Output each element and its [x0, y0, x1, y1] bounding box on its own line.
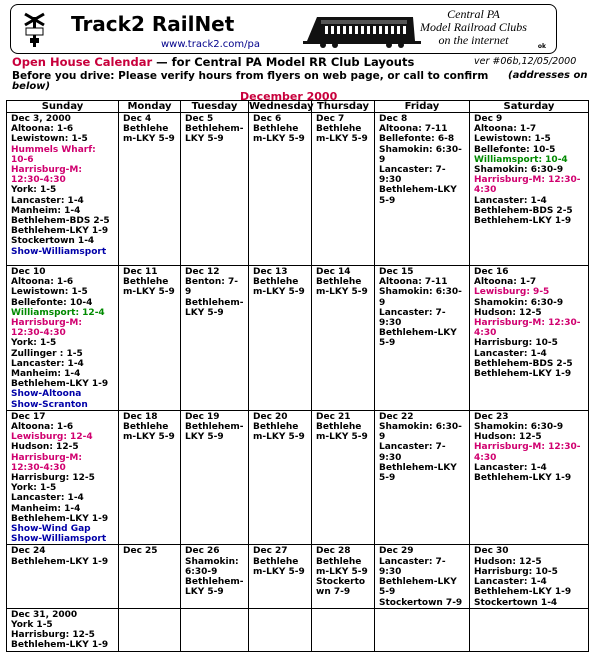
day-cell: [119, 266, 181, 411]
open-house-event: York: 1-5: [11, 483, 57, 494]
day-cell: [181, 113, 249, 266]
open-house-event: Lancaster: 7-9:30: [379, 442, 446, 463]
day-date: Dec 3, 2000: [11, 114, 71, 124]
open-house-event: Bethlehem-LKY 5-9: [379, 185, 457, 206]
open-house-event: Lewistown: 1-5: [11, 134, 88, 145]
week-row: [7, 545, 589, 608]
open-house-event: Bethlehem-LKY 1-9: [11, 556, 109, 567]
open-house-event: Lancaster: 1-4: [11, 493, 84, 504]
day-cell: [470, 608, 589, 651]
day-header-row: [7, 101, 589, 113]
week-row: [7, 608, 589, 651]
open-house-event: Shamokin: 6:30-9: [379, 144, 462, 165]
open-house-event: Stockertown 1-4: [474, 597, 558, 608]
open-house-event: Bethlehem-LKY 5-9: [253, 124, 305, 145]
open-house-event: Bethlehem-LKY 5-9: [123, 124, 175, 145]
open-house-event: Altoona: 1-6: [11, 124, 74, 135]
open-house-event: Harrisburg: 12-5: [11, 630, 95, 641]
open-house-event: York: 1-5: [11, 338, 57, 349]
open-house-event: Benton: 7-9: [185, 277, 238, 298]
open-house-event: Zullinger : 1-5: [11, 348, 83, 359]
day-header: Tuesday: [181, 101, 249, 113]
day-cell: [119, 410, 181, 545]
open-house-event: Harrisburg-M: 12:30-4:30: [474, 318, 581, 339]
open-house-event: York 1-5: [11, 619, 53, 630]
day-date: Dec 14: [316, 267, 351, 277]
day-cell: [181, 266, 249, 411]
open-house-event: Stockertown 7-9: [316, 577, 366, 598]
open-house-event: Lancaster: 7-9:30: [379, 165, 446, 186]
open-house-event: Altoona: 1-6: [11, 422, 74, 433]
open-house-event: Bethlehem-LKY 5-9: [185, 577, 244, 598]
day-date: Dec 28: [316, 546, 351, 557]
show-event: Show-Williamsport: [11, 534, 107, 545]
open-house-event: Bethlehem-LKY 1-9: [11, 640, 109, 651]
day-date: Dec 16: [474, 267, 509, 277]
show-event: Show-Scranton: [11, 399, 88, 410]
open-house-event: Bethlehem-LKY 5-9: [253, 556, 305, 577]
day-cell: [470, 410, 589, 545]
day-date: Dec 5: [185, 114, 214, 124]
day-date: Dec 15: [379, 267, 414, 277]
open-house-event: Hummels Wharf: 10-6: [11, 144, 96, 165]
day-cell: [470, 545, 589, 608]
open-house-event: Bethlehem-LKY 5-9: [185, 422, 244, 443]
open-house-event: Lewistown: 1-5: [474, 134, 551, 145]
day-cell: [119, 545, 181, 608]
open-house-event: Lewisburg: 9-5: [474, 287, 550, 298]
open-house-event: Bellefonte: 6-8: [379, 134, 455, 145]
day-header: Friday: [375, 101, 470, 113]
open-house-event: Bethlehem-LKY 5-9: [316, 422, 368, 443]
open-house-event: Bethlehem-LKY 1-9: [474, 587, 572, 598]
day-cell: [375, 266, 470, 411]
day-cell: [249, 608, 312, 651]
day-date: Dec 20: [253, 411, 288, 422]
day-date: Dec 6: [253, 114, 282, 124]
open-house-event: Harrisburg: 12-5: [11, 473, 95, 484]
day-cell: [7, 608, 119, 651]
page-title-colored: Open House Calendar: [12, 55, 153, 69]
club-line: on the internet: [438, 33, 509, 47]
open-house-event: Manheim: 1-4: [11, 369, 81, 380]
open-house-event: Harrisburg: 10-5: [474, 338, 558, 349]
day-date: Dec 23: [474, 411, 509, 422]
day-cell: [312, 608, 375, 651]
open-house-event: Altoona: 1-6: [11, 277, 74, 288]
site-banner: [10, 4, 557, 54]
day-date: Dec 17: [11, 411, 46, 422]
open-house-event: Shamokin: 6:30-9: [474, 297, 564, 308]
open-house-event: Lewisburg: 12-4: [11, 432, 93, 443]
open-house-event: Bethlehem-LKY 1-9: [474, 473, 572, 484]
day-cell: [375, 410, 470, 545]
day-header: Saturday: [470, 101, 589, 113]
week-row: [7, 410, 589, 545]
club-line: Model Railroad Clubs: [420, 20, 527, 34]
day-cell: [312, 545, 375, 608]
day-cell: [119, 113, 181, 266]
open-house-event: Altoona: 7-11: [379, 124, 448, 135]
open-house-event: Altoona: 1-7: [474, 124, 537, 135]
day-date: Dec 27: [253, 546, 288, 557]
open-house-event: Lancaster: 7-9:30: [379, 307, 446, 329]
open-house-event: Bethlehem-LKY 5-9: [185, 124, 244, 145]
day-header: Thursday: [312, 101, 375, 113]
day-date: Dec 25: [123, 546, 158, 557]
open-house-event: Lewistown: 1-5: [11, 287, 88, 298]
day-date: Dec 10: [11, 267, 46, 277]
open-house-event: Lancaster: 1-4: [11, 195, 84, 206]
ok-mark: ok: [537, 43, 546, 50]
day-date: Dec 13: [253, 267, 288, 277]
open-house-event: Williamsport: 12-4: [11, 307, 105, 318]
open-house-event: Bethlehem-LKY 5-9: [316, 556, 368, 577]
railroad-crossing-sign-icon: [17, 11, 53, 47]
day-cell: [249, 410, 312, 545]
version-label: ver #06b,12/05/2000: [474, 56, 577, 67]
day-header: Sunday: [7, 101, 119, 113]
open-house-event: Lancaster: 1-4: [11, 358, 84, 369]
day-date: Dec 31, 2000: [11, 609, 78, 620]
open-house-event: Altoona: 1-7: [474, 277, 537, 288]
day-date: Dec 22: [379, 411, 414, 422]
open-house-event: Bethlehem-LKY 1-9: [474, 369, 572, 380]
day-date: Dec 12: [185, 267, 220, 277]
open-house-event: Lancaster: 1-4: [474, 195, 547, 206]
open-house-event: Bethlehem-BDS 2-5: [474, 358, 573, 369]
open-house-event: Bellefonte: 10-4: [11, 297, 93, 308]
day-cell: [181, 410, 249, 545]
open-house-event: Stockertown 1-4: [11, 236, 95, 247]
open-house-event: Bethlehem-LKY 5-9: [316, 124, 368, 145]
open-house-event: York: 1-5: [11, 185, 57, 196]
day-date: Dec 24: [11, 546, 46, 557]
page-title: [12, 55, 577, 69]
open-house-event: Harrisburg: 10-5: [474, 566, 558, 577]
day-date: Dec 21: [316, 411, 351, 422]
day-cell: [375, 113, 470, 266]
open-house-event: Harrisburg-M: 12:30-4:30: [11, 165, 82, 186]
verify-notice: [12, 70, 588, 82]
open-house-event: Shamokin: 6:30-9: [379, 287, 462, 308]
day-date: Dec 7: [316, 114, 345, 124]
open-house-event: Bellefonte: 10-5: [474, 144, 556, 155]
open-house-event: Hudson: 12-5: [474, 432, 542, 443]
open-house-event: Altoona: 7-11: [379, 277, 448, 288]
day-date: Dec 26: [185, 546, 220, 557]
day-date: Dec 11: [123, 267, 158, 277]
club-tagline: [411, 8, 536, 47]
day-date: Dec 18: [123, 411, 158, 422]
open-house-event: Hudson: 12-5: [11, 442, 79, 453]
page-title-rest: — for Central PA Model RR Club Layouts: [152, 55, 415, 69]
site-name: Track2 RailNet: [71, 12, 235, 36]
open-house-event: Lancaster: 7-9:30: [379, 556, 446, 577]
day-header: Wednesday: [249, 101, 314, 112]
day-cell: [312, 410, 375, 545]
open-house-event: Shamokin: 6:30-9: [185, 556, 239, 577]
week-row: [7, 113, 589, 266]
day-cell: [249, 266, 312, 411]
open-house-event: Stockertown 7-9: [379, 597, 463, 608]
day-cell: [249, 545, 312, 608]
day-date: Dec 8: [379, 114, 408, 124]
open-house-event: Lancaster: 1-4: [474, 577, 547, 588]
day-cell: [312, 266, 375, 411]
open-house-event: Bethlehem-LKY 1-9: [11, 226, 109, 237]
open-house-event: Shamokin: 6:30-9: [474, 422, 564, 433]
calendar-body: [7, 113, 589, 652]
open-house-event: Lancaster: 1-4: [474, 348, 547, 359]
club-line: Central PA: [447, 7, 500, 21]
day-cell: [7, 545, 119, 608]
open-house-event: Lancaster: 1-4: [474, 462, 547, 473]
open-house-event: Harrisburg-M: 12:30-4:30: [474, 442, 581, 463]
open-house-event: Bethlehem-LKY 1-9: [474, 216, 572, 227]
open-house-event: Bethlehem-LKY 5-9: [123, 422, 175, 443]
day-cell: [375, 545, 470, 608]
open-house-event: Harrisburg-M: 12:30-4:30: [11, 452, 82, 473]
site-url-link[interactable]: www.track2.com/pa: [161, 39, 260, 50]
open-house-event: Bethlehem-LKY 5-9: [379, 577, 457, 598]
day-cell: [181, 545, 249, 608]
day-cell: [7, 410, 119, 545]
open-house-event: Harrisburg-M: 12:30-4:30: [11, 318, 82, 339]
open-house-event: Bethlehem-LKY 5-9: [253, 277, 305, 298]
open-house-event: Harrisburg-M: 12:30-4:30: [474, 175, 581, 196]
addresses-note-continued: below): [12, 81, 51, 92]
day-cell: [312, 113, 375, 266]
day-cell: [470, 113, 589, 266]
open-house-event: Bethlehem-BDS 2-5: [11, 216, 110, 227]
open-house-event: Bethlehem-LKY 5-9: [379, 462, 457, 484]
verify-notice-text: Before you drive: Please verify hours from flyers on web page, or call to confirm: [12, 70, 489, 82]
day-header: Monday: [119, 101, 181, 113]
open-house-event: Manheim: 1-4: [11, 503, 81, 514]
show-event: Show-Altoona: [11, 389, 82, 400]
open-house-event: Bethlehem-BDS 2-5: [474, 205, 573, 216]
open-house-event: Bethlehem-LKY 1-9: [11, 379, 109, 390]
open-house-event: Bethlehem-LKY 1-9: [11, 513, 109, 524]
open-house-event: Hudson: 12-5: [474, 556, 542, 567]
day-date: Dec 29: [379, 546, 414, 557]
open-house-event: Hudson: 12-5: [474, 307, 542, 318]
open-house-event: Shamokin: 6:30-9: [474, 165, 564, 176]
day-date: Dec 30: [474, 546, 509, 557]
day-cell: [119, 608, 181, 651]
day-cell: [7, 113, 119, 266]
open-house-event: Bethlehem-LKY 5-9: [379, 328, 457, 349]
day-cell: [470, 266, 589, 411]
day-cell: [7, 266, 119, 411]
day-date: Dec 4: [123, 114, 152, 124]
addresses-note: (addresses on: [508, 70, 588, 81]
show-event: Show-Wind Gap: [11, 524, 91, 535]
day-cell: [249, 113, 312, 266]
open-house-event: Bethlehem-LKY 5-9: [316, 277, 368, 298]
day-date: Dec 19: [185, 411, 220, 422]
day-cell: [181, 608, 249, 651]
open-house-event: Manheim: 1-4: [11, 205, 81, 216]
show-event: Show-Williamsport: [11, 246, 107, 257]
open-house-event: Bethlehem-LKY 5-9: [253, 422, 305, 443]
open-house-event: Williamsport: 10-4: [474, 154, 568, 165]
week-row: [7, 266, 589, 411]
day-date: Dec 9: [474, 114, 503, 124]
open-house-event: Shamokin: 6:30-9: [379, 422, 462, 443]
day-cell: [375, 608, 470, 651]
open-house-event: Bethlehem-LKY 5-9: [185, 297, 244, 318]
open-house-event: Bethlehem-LKY 5-9: [123, 277, 175, 298]
month-label: December 2000: [240, 90, 338, 103]
calendar-table: [6, 100, 589, 652]
locomotive-icon: [303, 11, 421, 49]
